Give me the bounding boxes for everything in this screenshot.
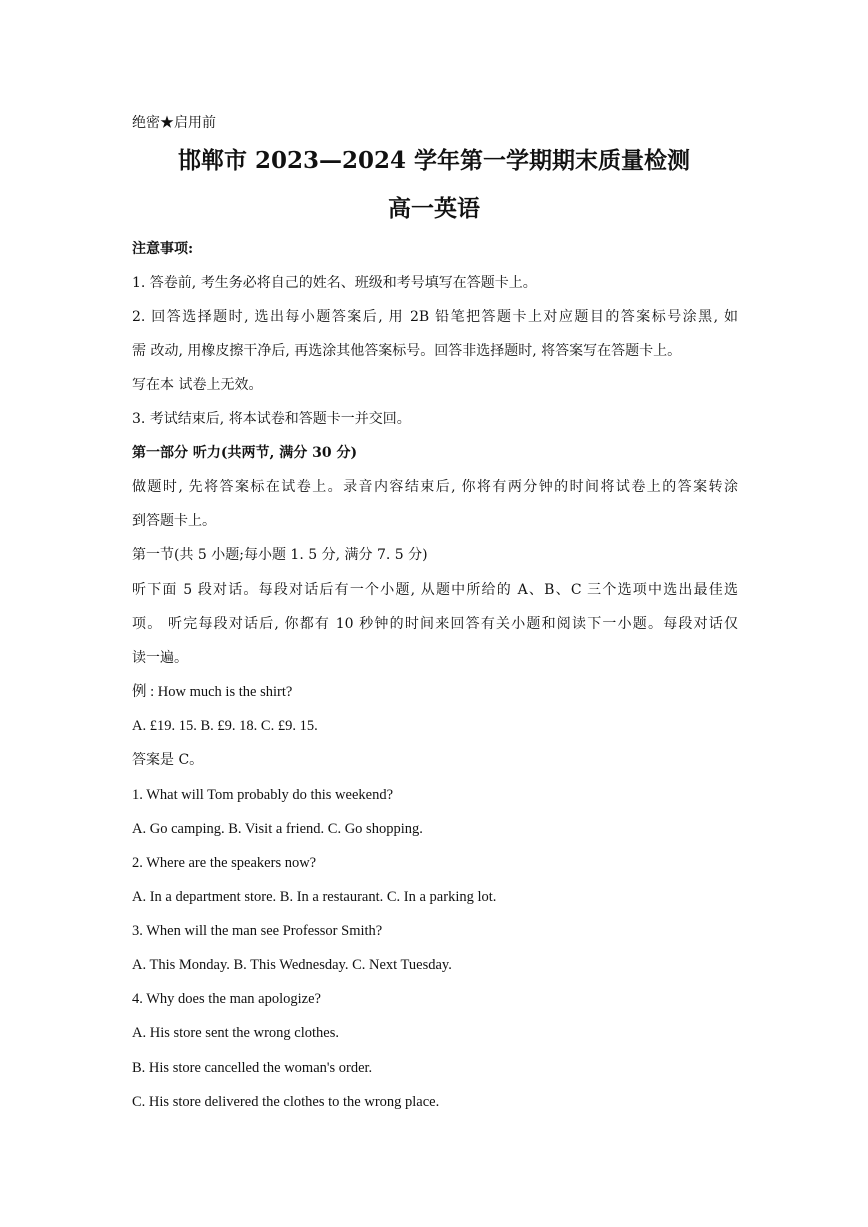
notice-item-1: 1. 答卷前, 考生务必将自己的姓名、班级和考号填写在答题卡上。 — [132, 275, 537, 291]
section1-instruction-line-3: 读一遍。 — [132, 650, 188, 666]
notice-item-2-line-3: 写在本 试卷上无效。 — [132, 377, 263, 393]
question-2-options: A. In a department store. B. In a restaurant. C. In a parking lot. — [132, 889, 497, 905]
question-1-options: A. Go camping. B. Visit a friend. C. Go shopping. — [132, 821, 423, 837]
notice-item-3: 3. 考试结束后, 将本试卷和答题卡一并交回。 — [132, 411, 411, 427]
part1-heading: 第一部分 听力(共两节, 满分 30 分) — [132, 445, 358, 461]
part1-intro-line-1: 做题时, 先将答案标在试卷上。录音内容结束后, 你将有两分钟的时间将试卷上的答案转涂 — [132, 479, 738, 495]
notice-heading: 注意事项: — [132, 241, 194, 257]
notice-item-2-line-1: 2. 回答选择题时, 选出每小题答案后, 用 2B 铅笔把答题卡上对应题目的答案标号涂黑, 如 — [132, 309, 738, 325]
part1-intro-line-2: 到答题卡上。 — [132, 513, 216, 529]
section1-instruction-line-2: 项。 听完每段对话后, 你都有 10 秒钟的时间来回答有关小题和阅读下一小题。每段对话仅 — [132, 616, 738, 632]
notice-item-2-line-2: 需 改动, 用橡皮擦干净后, 再选涂其他答案标号。回答非选择题时, 将答案写在答题卡上。 — [132, 343, 682, 359]
section1-instruction-line-1: 听下面 5 段对话。每段对话后有一个小题, 从题中所给的 A、B、C 三个选项中选出最佳选 — [132, 582, 738, 598]
confidential-mark: 绝密★启用前 — [132, 115, 216, 131]
exam-subject: 高一英语 — [388, 195, 480, 222]
question-4-option-c: C. His store delivered the clothes to the wrong place. — [132, 1094, 440, 1110]
question-1: 1. What will Tom probably do this weekend? — [132, 787, 394, 803]
example-options: A. £19. 15. B. £9. 18. C. £9. 15. — [132, 718, 318, 734]
question-4-option-a: A. His store sent the wrong clothes. — [132, 1025, 339, 1041]
example-answer: 答案是 C。 — [132, 752, 204, 768]
question-3-options: A. This Monday. B. This Wednesday. C. Next Tuesday. — [132, 957, 452, 973]
exam-title: 邯郸市 2023—2024 学年第一学期期末质量检测 — [177, 147, 691, 174]
question-4-option-b: B. His store cancelled the woman's order. — [132, 1060, 373, 1076]
question-2: 2. Where are the speakers now? — [132, 855, 317, 871]
section1-heading: 第一节(共 5 小题;每小题 1. 5 分, 满分 7. 5 分) — [132, 547, 428, 563]
question-3: 3. When will the man see Professor Smith? — [132, 923, 383, 939]
example-question: 例 : How much is the shirt? — [132, 684, 293, 700]
question-4: 4. Why does the man apologize? — [132, 991, 321, 1007]
